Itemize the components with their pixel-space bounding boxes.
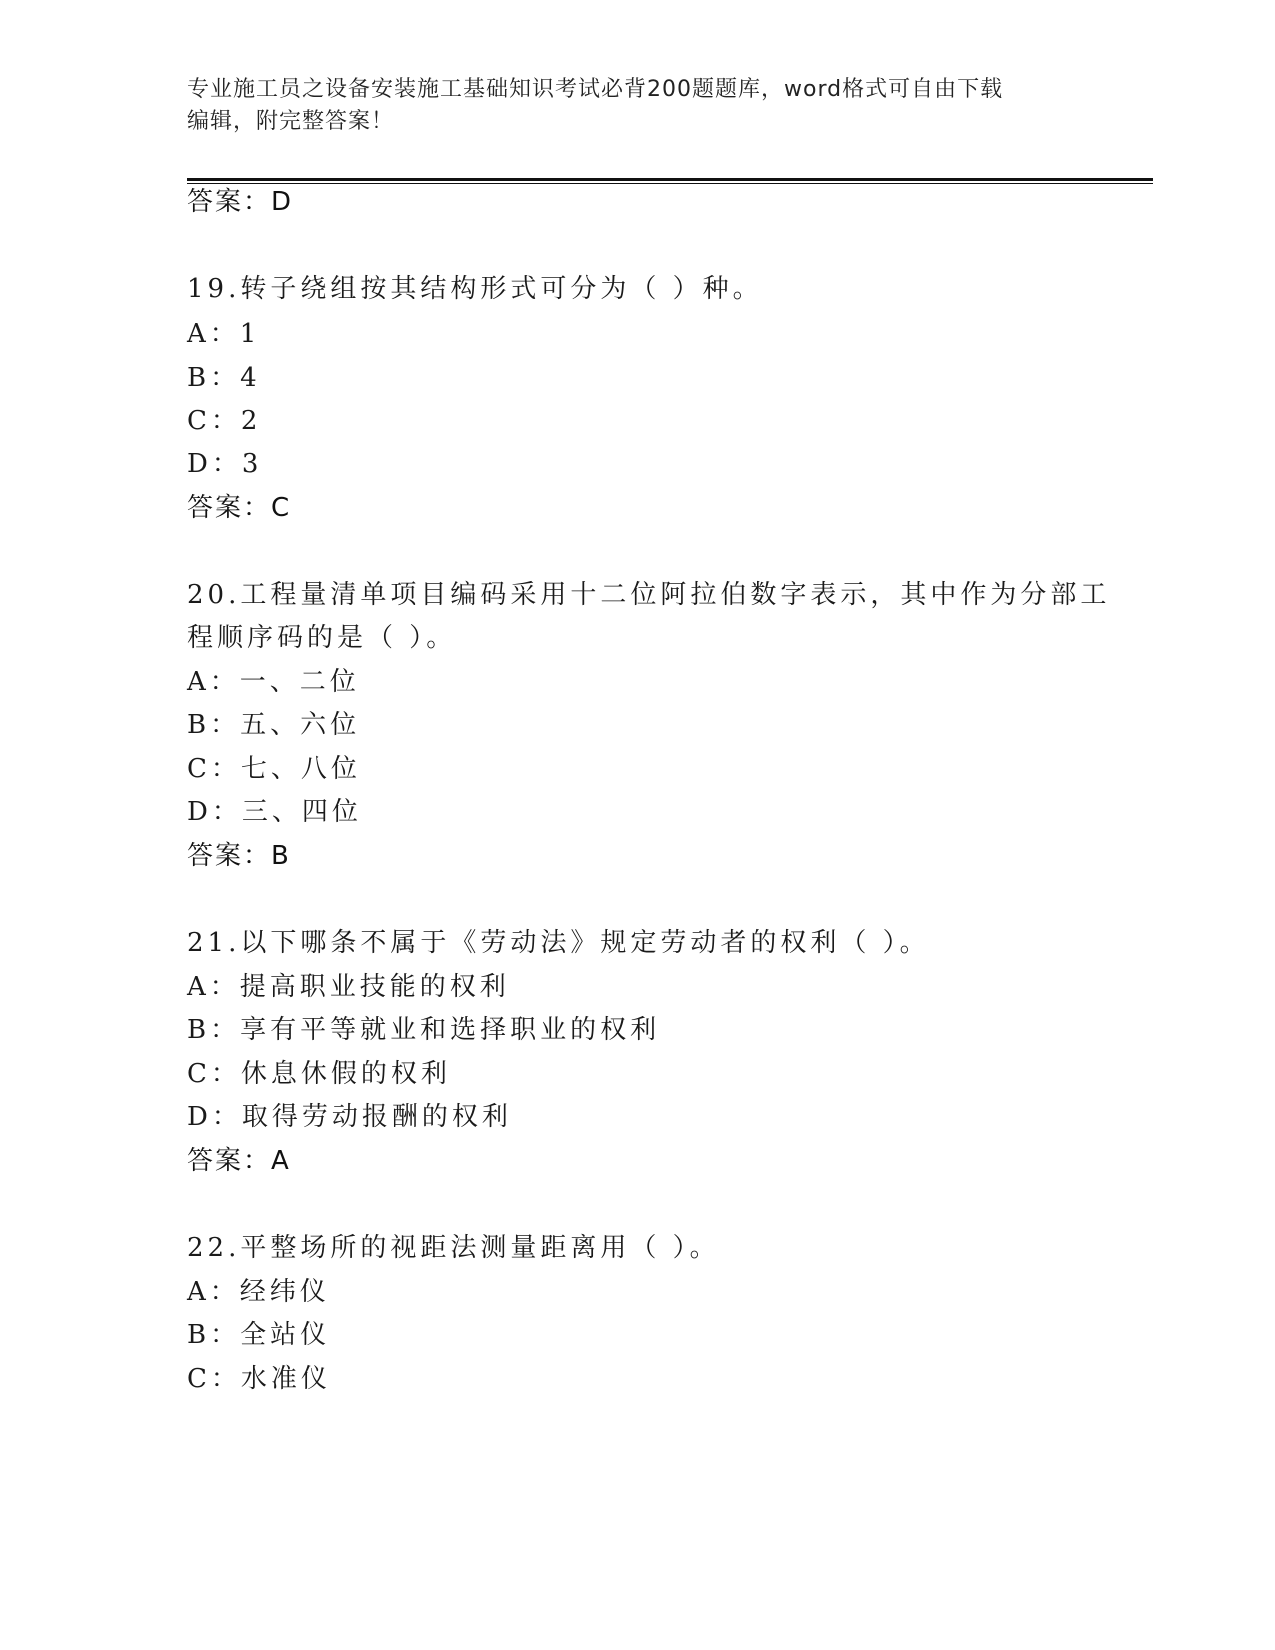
header-divider-thick <box>187 178 1153 181</box>
question-20-option-b: B：五、六位 <box>187 710 361 740</box>
question-20-option-d: D：三、四位 <box>187 797 362 827</box>
document-header <box>187 74 1087 138</box>
question-19-option-c: C：2 <box>187 406 262 436</box>
question-21-option-c: C：休息休假的权利 <box>187 1059 451 1089</box>
question-20-option-a: A：一、二位 <box>187 667 360 697</box>
question-19-option-b: B：4 <box>187 363 261 393</box>
answer-q20: 答案：B <box>187 841 291 871</box>
question-20-option-c: C：七、八位 <box>187 754 361 784</box>
question-22-text: 22.平整场所的视距法测量距离用（ ）。 <box>187 1233 720 1263</box>
answer-q18: 答案：D <box>187 187 294 217</box>
answer-q21: 答案：A <box>187 1146 291 1176</box>
answer-q19: 答案：C <box>187 493 292 523</box>
question-22-option-c: C：水准仪 <box>187 1364 331 1394</box>
question-21-option-b: B：享有平等就业和选择职业的权利 <box>187 1015 661 1045</box>
question-20-text-line2: 程顺序码的是（ ）。 <box>187 623 457 653</box>
question-19-option-a: A：1 <box>187 319 261 349</box>
question-21-option-d: D：取得劳动报酬的权利 <box>187 1102 512 1132</box>
question-21-text: 21.以下哪条不属于《劳动法》规定劳动者的权利（ ）。 <box>187 928 930 958</box>
header-title-line2: 编辑，附完整答案！ <box>187 109 395 134</box>
question-22-option-b: B：全站仪 <box>187 1320 331 1350</box>
question-20-text-line1: 20.工程量清单项目编码采用十二位阿拉伯数字表示，其中作为分部工 <box>187 580 1111 610</box>
question-19-option-d: D：3 <box>187 449 263 479</box>
header-divider-thin <box>187 183 1153 184</box>
question-22-option-a: A：经纬仪 <box>187 1277 330 1307</box>
header-title-line1: 专业施工员之设备安装施工基础知识考试必背200题题库，word格式可自由下载 <box>187 77 1004 102</box>
question-19-text: 19.转子绕组按其结构形式可分为（ ）种。 <box>187 274 763 304</box>
question-21-option-a: A：提高职业技能的权利 <box>187 972 510 1002</box>
